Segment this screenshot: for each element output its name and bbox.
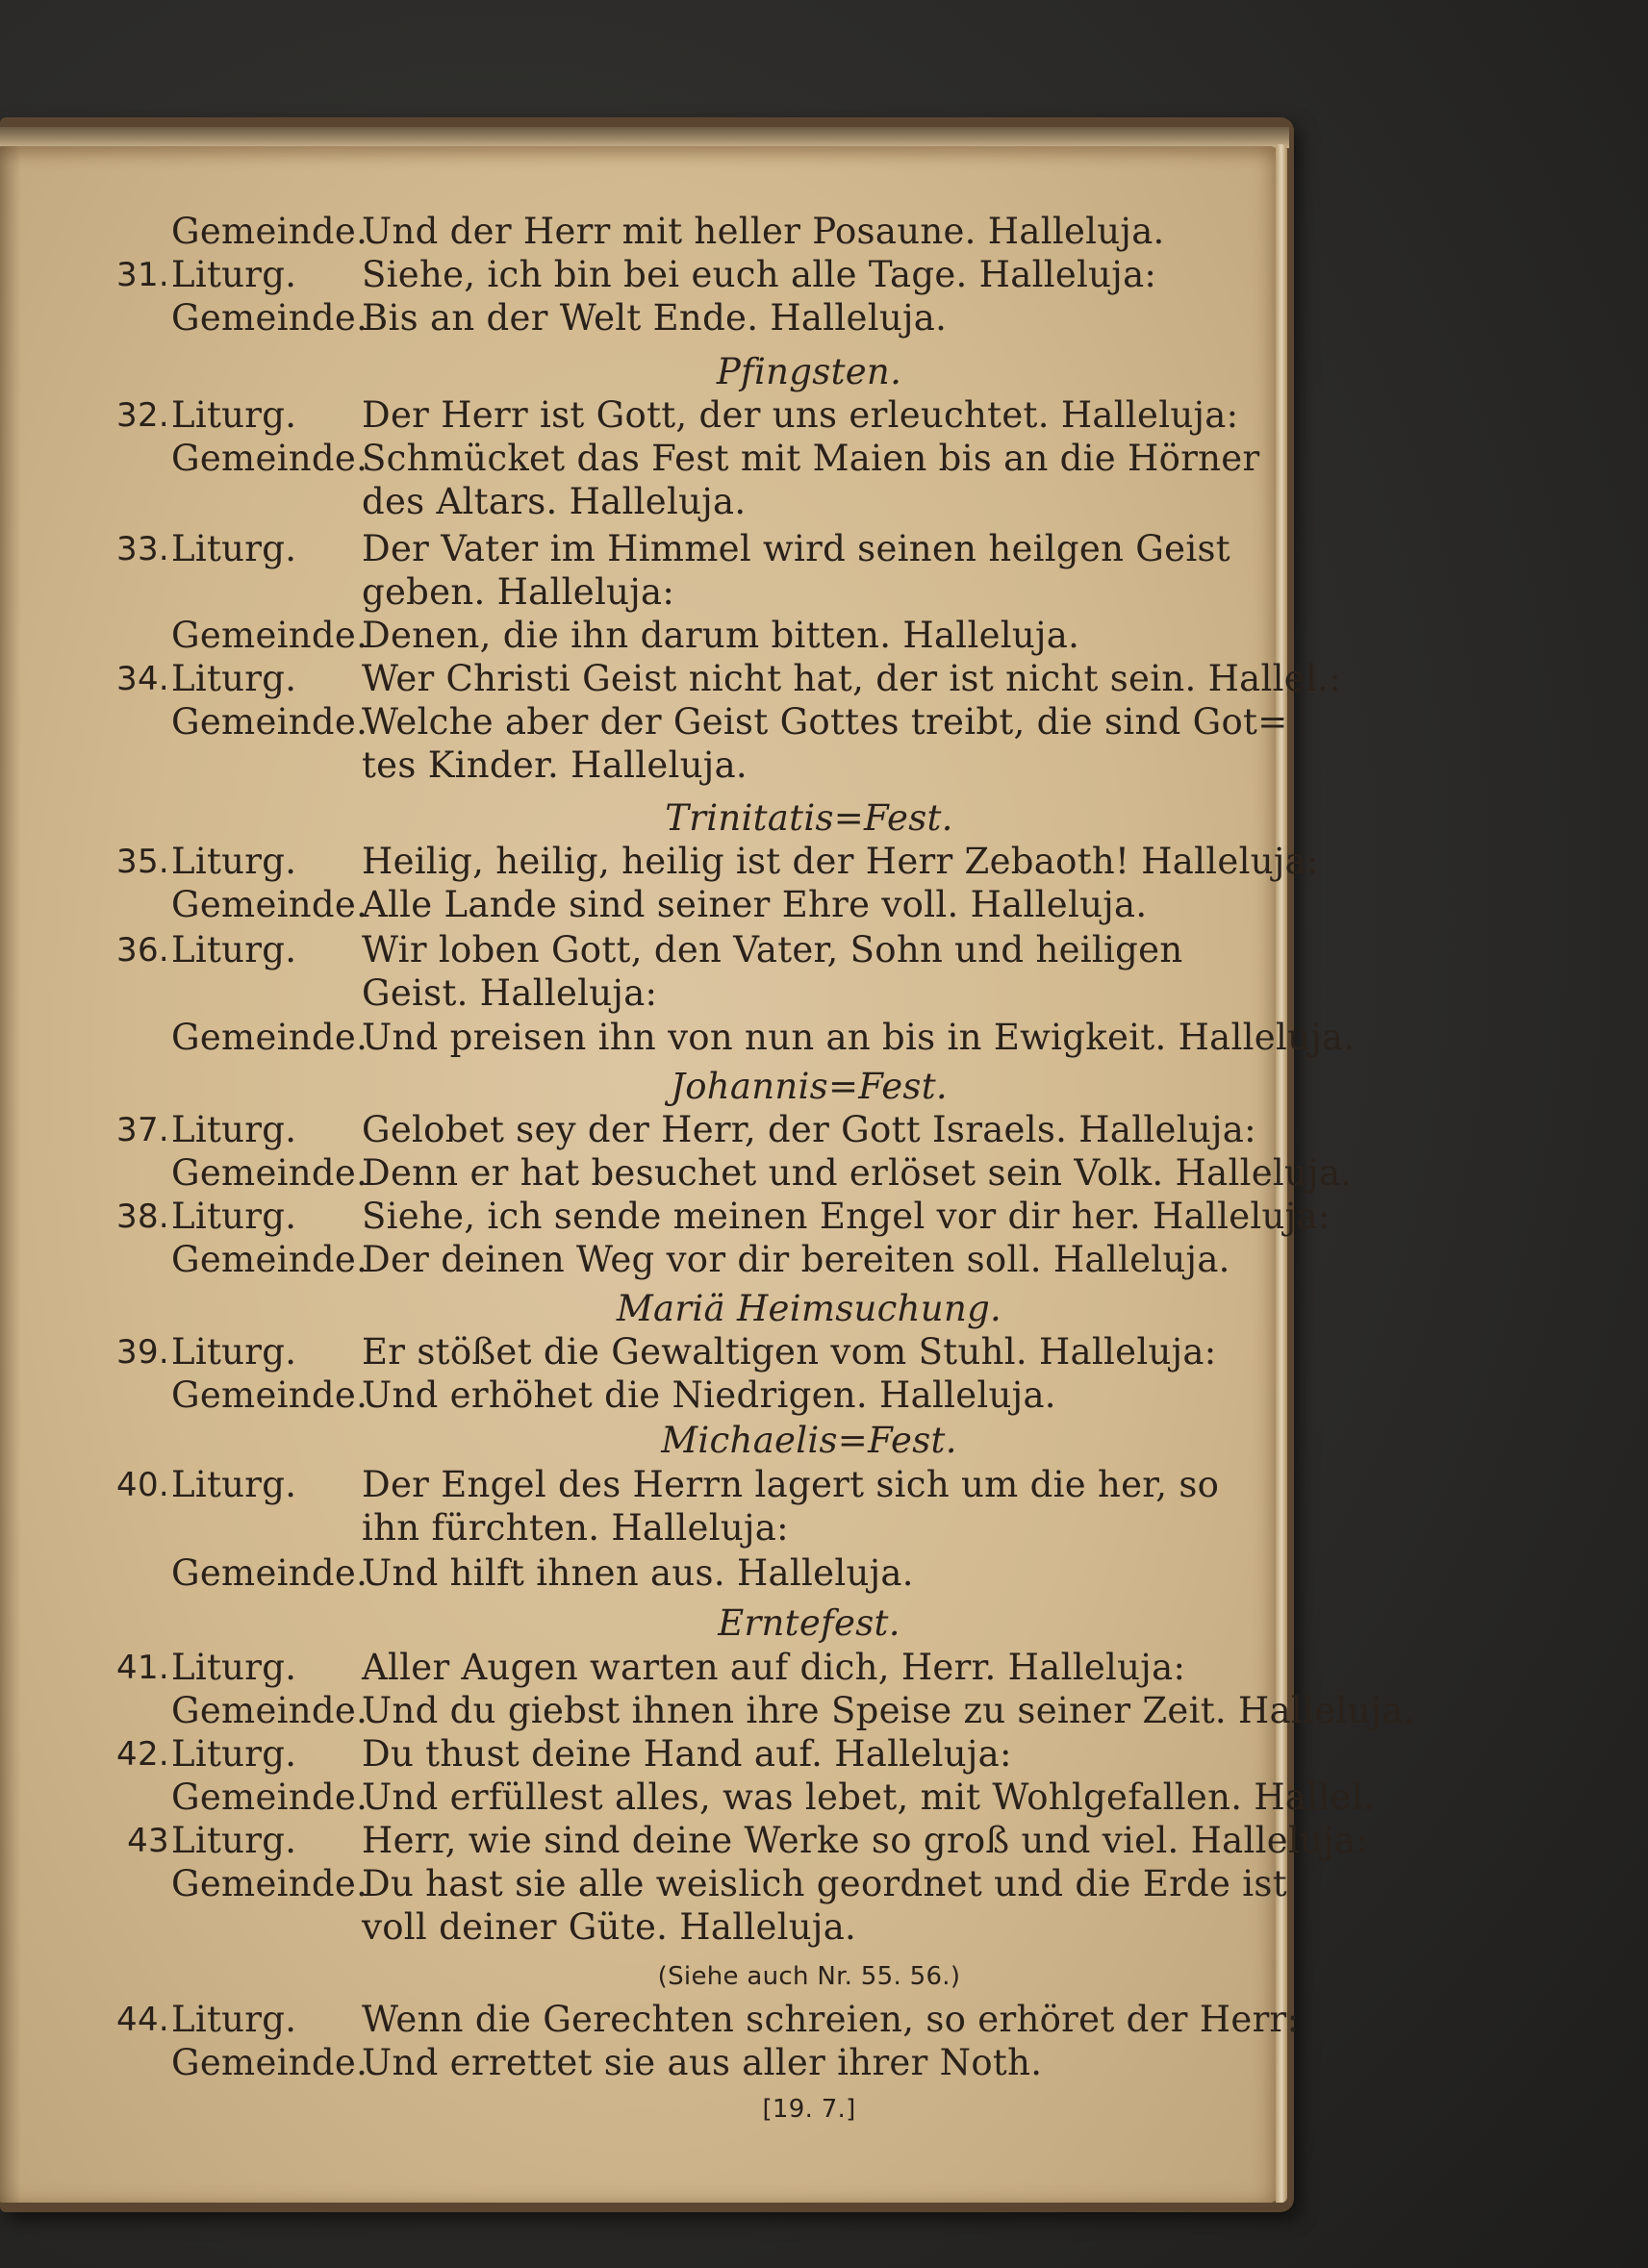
verse-number: 40. — [116, 1466, 169, 1504]
verse-text: Der Herr ist Gott, der uns erleuchtet. Halleluja: — [362, 394, 1239, 436]
speaker-label: Liturg. — [171, 1109, 297, 1150]
verse-number: 31. — [116, 256, 169, 294]
verse-text: Und erhöhet die Niedrigen. Halleluja. — [362, 1374, 1056, 1416]
verse-text: Aller Augen warten auf dich, Herr. Halleluja: — [362, 1647, 1186, 1688]
verse-text: Siehe, ich sende meinen Engel vor dir her. Halleluja: — [362, 1196, 1331, 1237]
verse-text: Der Engel des Herrn lagert sich um die her, so — [362, 1464, 1220, 1505]
speaker-label: Gemeinde. — [171, 1863, 368, 1904]
verse-text: Wenn die Gerechten schreien, so erhöret der Herr: — [362, 1999, 1300, 2040]
verse-text: tes Kinder. Halleluja. — [362, 744, 748, 786]
verse-text: Heilig, heilig, heilig ist der Herr Zebaoth! Halleluja: — [362, 841, 1319, 882]
section-heading: Michaelis=Fest. — [661, 1420, 957, 1461]
verse-text: geben. Halleluja: — [362, 571, 675, 613]
verse-text: Wer Christi Geist nicht hat, der ist nicht sein. Hallel.: — [362, 658, 1341, 699]
verse-text: Du thust deine Hand auf. Halleluja: — [362, 1733, 1012, 1775]
verse-text: Herr, wie sind deine Werke so groß und viel. Halleluja: — [362, 1820, 1369, 1861]
speaker-label: Gemeinde. — [171, 1552, 368, 1594]
speaker-label: Liturg. — [171, 1196, 297, 1237]
speaker-label: Gemeinde. — [171, 1017, 368, 1058]
speaker-label: Gemeinde. — [171, 1690, 368, 1731]
speaker-label: Gemeinde. — [171, 2042, 368, 2083]
speaker-label: Gemeinde. — [171, 701, 368, 743]
speaker-label: Gemeinde. — [171, 297, 368, 339]
speaker-label: Gemeinde. — [171, 884, 368, 925]
speaker-label: Liturg. — [171, 254, 297, 295]
verse-number: 36. — [116, 931, 169, 970]
verse-text: Er stößet die Gewaltigen vom Stuhl. Halleluja: — [362, 1331, 1217, 1373]
speaker-label: Gemeinde. — [171, 1152, 368, 1194]
verse-text: Geist. Halleluja: — [362, 972, 658, 1014]
verse-number: 41. — [116, 1649, 169, 1687]
verse-text: Denn er hat besuchet und erlöset sein Volk. Halleluja. — [362, 1152, 1353, 1194]
printer-signature-mark: [19. 7.] — [762, 2095, 856, 2124]
speaker-label: Gemeinde. — [171, 1374, 368, 1416]
verse-text: Bis an der Welt Ende. Halleluja. — [362, 297, 948, 339]
speaker-label: Liturg. — [171, 394, 297, 436]
section-heading: Mariä Heimsuchung. — [616, 1288, 1002, 1329]
speaker-label: Liturg. — [171, 1999, 297, 2040]
speaker-label: Liturg. — [171, 1464, 297, 1505]
verse-text: voll deiner Güte. Halleluja. — [362, 1906, 857, 1948]
speaker-label: Gemeinde. — [171, 1239, 368, 1280]
verse-number: 38. — [116, 1197, 169, 1236]
cross-reference-note: (Siehe auch Nr. 55. 56.) — [657, 1962, 961, 1991]
verse-number: 39. — [116, 1333, 169, 1372]
section-heading: Erntefest. — [718, 1602, 900, 1644]
verse-text: Du hast sie alle weislich geordnet und die Erde ist — [362, 1863, 1287, 1904]
section-heading: Pfingsten. — [716, 351, 902, 392]
section-heading: Trinitatis=Fest. — [665, 797, 953, 839]
verse-text: ihn fürchten. Halleluja: — [362, 1507, 789, 1549]
speaker-label: Gemeinde. — [171, 438, 368, 479]
verse-number: 35. — [116, 843, 169, 881]
verse-number: 37. — [116, 1111, 169, 1149]
verse-text: Und der Herr mit heller Posaune. Halleluja. — [362, 211, 1165, 252]
verse-number: 33. — [116, 530, 169, 568]
speaker-label: Gemeinde. — [171, 615, 368, 656]
speaker-label: Liturg. — [171, 1733, 297, 1775]
verse-text: Denen, die ihn darum bitten. Halleluja. — [362, 615, 1080, 656]
verse-text: Gelobet sey der Herr, der Gott Israels. Halleluja: — [362, 1109, 1256, 1150]
verse-text: Und du giebst ihnen ihre Speise zu seiner Zeit. Halleluja. — [362, 1690, 1415, 1731]
verse-text: Der deinen Weg vor dir bereiten soll. Halleluja. — [362, 1239, 1230, 1280]
verse-text: Der Vater im Himmel wird seinen heilgen Geist — [362, 528, 1230, 569]
verse-text: Welche aber der Geist Gottes treibt, die sind Got= — [362, 701, 1288, 743]
verse-text: Siehe, ich bin bei euch alle Tage. Halleluja: — [362, 254, 1157, 295]
verse-number: 34. — [116, 660, 169, 698]
speaker-label: Liturg. — [171, 1820, 297, 1861]
verse-number: 44. — [116, 2001, 169, 2039]
speaker-label: Liturg. — [171, 528, 297, 569]
section-heading: Johannis=Fest. — [671, 1066, 948, 1107]
speaker-label: Liturg. — [171, 658, 297, 699]
speaker-label: Gemeinde. — [171, 1777, 368, 1818]
verse-text: Alle Lande sind seiner Ehre voll. Halleluja. — [362, 884, 1148, 925]
verse-text: Und erfüllest alles, was lebet, mit Wohlgefallen. Hallel. — [362, 1777, 1375, 1818]
speaker-label: Liturg. — [171, 929, 297, 970]
verse-text: Wir loben Gott, den Vater, Sohn und heiligen — [362, 929, 1183, 970]
speaker-label: Gemeinde. — [171, 211, 368, 252]
verse-text: Und errettet sie aus aller ihrer Noth. — [362, 2042, 1043, 2083]
speaker-label: Liturg. — [171, 1331, 297, 1373]
verse-text: Schmücket das Fest mit Maien bis an die Hörner — [362, 438, 1260, 479]
verse-text: Und preisen ihn von nun an bis in Ewigkeit. Halleluja. — [362, 1017, 1356, 1058]
speaker-label: Liturg. — [171, 841, 297, 882]
speaker-label: Liturg. — [171, 1647, 297, 1688]
verse-text: Und hilft ihnen aus. Halleluja. — [362, 1552, 914, 1594]
verse-number: 42. — [116, 1735, 169, 1774]
verse-text: des Altars. Halleluja. — [362, 481, 747, 522]
verse-number: 32. — [116, 396, 169, 435]
verse-number: 43 — [127, 1822, 169, 1860]
